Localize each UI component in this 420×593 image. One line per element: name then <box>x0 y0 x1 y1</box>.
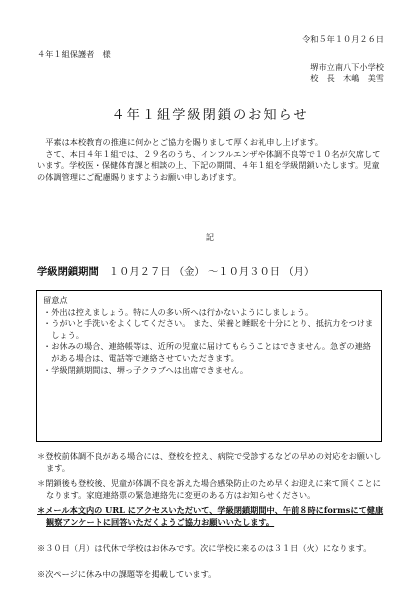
notes-item: ・お休みの場合、連絡帳等は、近所の児童に届けてもらうことはできません。急ぎの連絡がある場合は、電話等で連絡させていただきます。 <box>43 341 371 363</box>
notes-box <box>36 290 382 442</box>
notes-item: ・外出は控えましょう。特に人の多い所へは行かないようにしましょう。 <box>43 306 314 317</box>
intro-paragraph-1 <box>37 137 387 148</box>
ki-heading: 記 <box>205 232 215 242</box>
note-item: ＊閉鎖後も登校後、児童が体調不良を訴えた場合感染防止のため早くお迎えに来て頂くことになります。家庭連絡票の緊急連絡先に変更のある方はお知らせください。 <box>37 478 381 500</box>
additional-notes <box>37 451 389 533</box>
addressee: ４年１組保護者 様 <box>37 49 111 59</box>
period-dates: １０月２７日 （金） ～１０月３０日 （月） <box>108 266 315 278</box>
note-item: ＊登校前体調不良がある場合には、登校を控え、病院で受診するなどの早めの対応をお願いします。 <box>37 451 382 473</box>
bold-note: ＊メール本文内の URL にアクセスいただいて、学級閉鎖期間中、午前８時にformsにて健康観察アンケートに回答いただくようご協力お願いいたします。 <box>37 505 384 527</box>
intro-text-1: 平素は本校教育の推進に何かとご協力を賜りまして厚くお礼申し上げます。 <box>45 137 323 147</box>
footer-note-b: ※次ページに休み中の課題等を掲載しています。 <box>37 569 217 579</box>
notes-box-title: 留意点 <box>43 295 68 305</box>
sender-school: 堺市立南八下小学校 <box>310 62 384 72</box>
issue-date: 令和５年１０月２６日 <box>302 34 384 44</box>
period-label: 学級閉鎖期間 <box>37 266 99 278</box>
closure-period <box>37 263 314 278</box>
intro-text-2: さて、本日４年１組では、２９名のうち、インフルエンザや体調不良等で１０名が欠席しています。学校医・保健体育課と相談の上、下記の期間、４年１組を学級閉鎖いたします。児童の体調管理にご配慮賜りますようお願い申しあげます。 <box>37 149 381 182</box>
sender-principal: 校 長 木嶋 美雪 <box>310 73 384 83</box>
page-title: ４年１組学級閉鎖のお知らせ <box>111 108 309 123</box>
notes-item: ・うがいと手洗いをよくしてください。 また、栄養と睡眠を十分にとり、抵抗力をつけましょう。 <box>43 318 374 340</box>
notes-item: ・学級閉鎖期間は、堺っ子クラブへは出席できません。 <box>43 364 249 375</box>
footer-note-a: ※３０日（月）は代休で学校はお休みです。次に学校に来るのは３１日（火）になります。 <box>37 543 372 553</box>
sender-block <box>310 62 384 84</box>
intro-paragraph-2 <box>37 149 387 183</box>
